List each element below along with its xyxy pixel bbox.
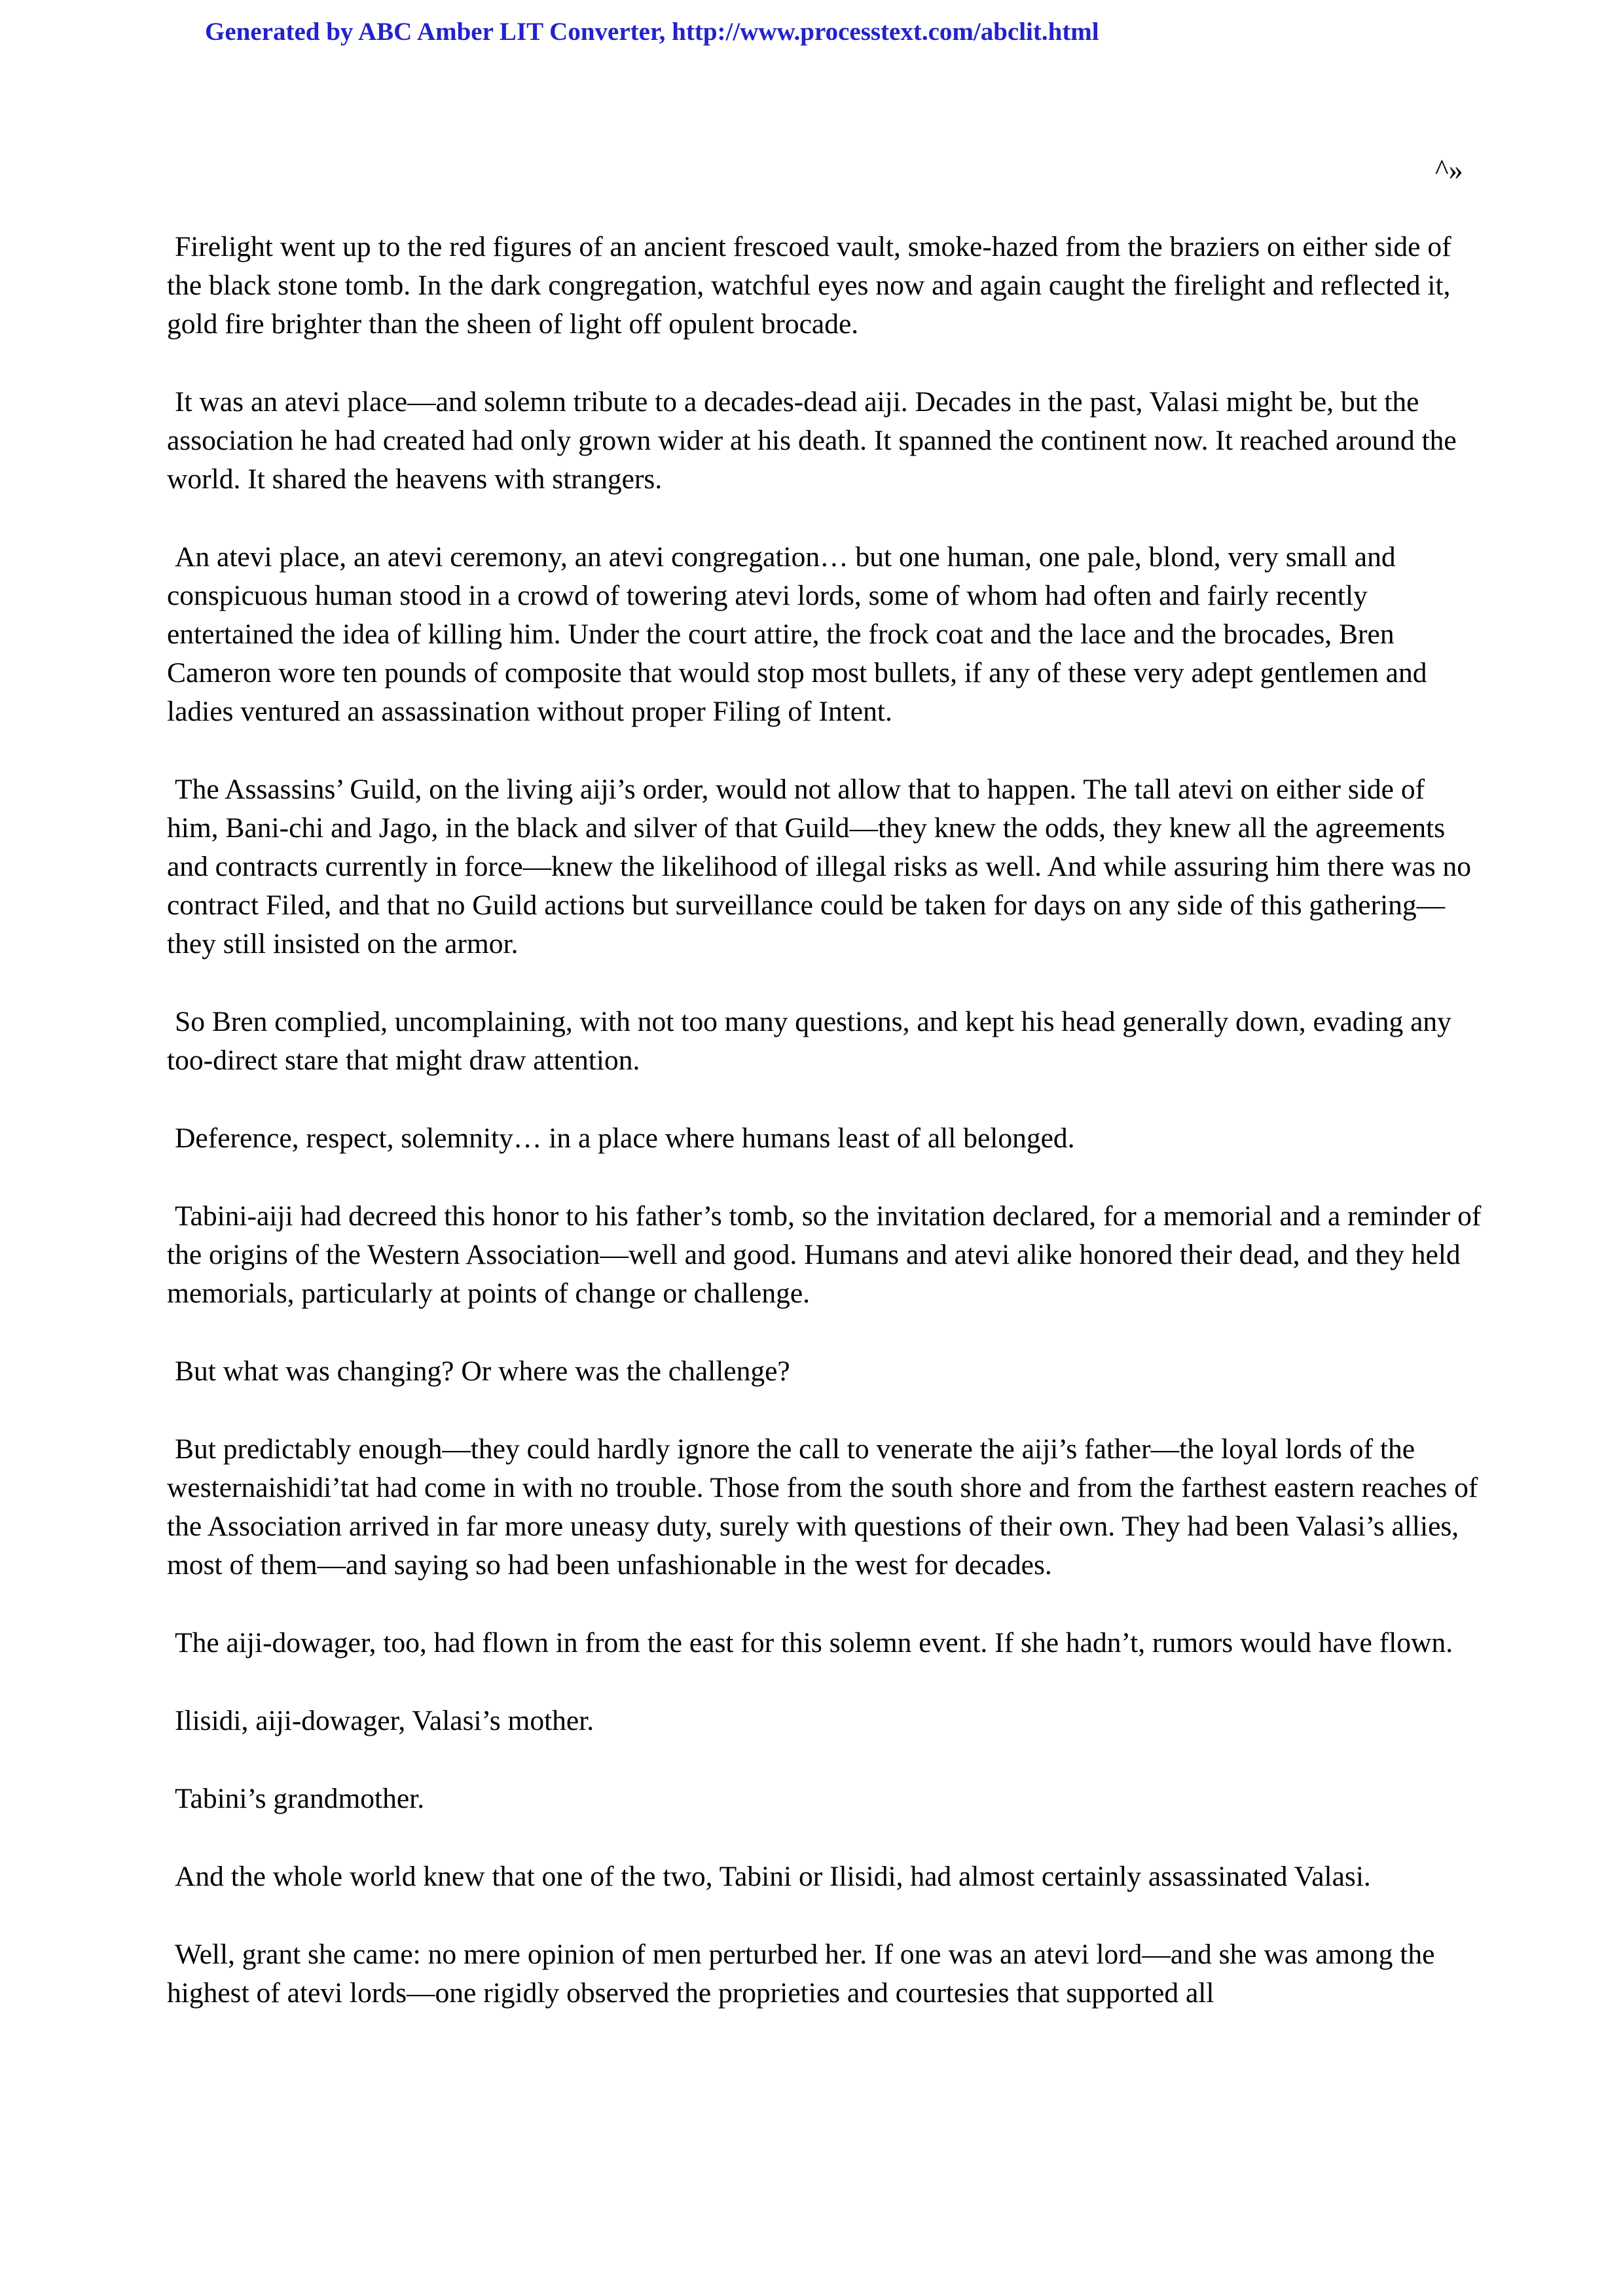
document-body: [167, 228, 1483, 2052]
paragraph: Well, grant she came: no mere opinion of men perturbed her. If one was an atevi lord—and she was among the highest of atevi lords—one rigidly observed the proprieties and courtesies that supported all: [167, 1939, 1435, 2009]
nav-marker[interactable]: ^»: [1435, 154, 1463, 186]
paragraph: Firelight went up to the red figures of an ancient frescoed vault, smoke-hazed from the braziers on either side of the black stone tomb. In the dark congregation, watchful eyes now and again caught the firelight and reflected it, gold fire brighter than the sheen of light off opulent brocade.: [167, 231, 1451, 340]
paragraph: But predictably enough—they could hardly ignore the call to venerate the aiji’s father—the loyal lords of the westernaishidi’tat had come in with no trouble. Those from the south shore and from the farthest eastern reaches of the Association arrived in far more uneasy duty, surely with questions of their own. They had been Valasi’s allies, most of them—and saying so had been unfashionable in the west for decades.: [167, 1433, 1478, 1581]
paragraph: An atevi place, an atevi ceremony, an atevi congregation… but one human, one pale, blond, very small and conspicuous human stood in a crowd of towering atevi lords, some of whom had often and fairly recently entertained the idea of killing him. Under the court attire, the frock coat and the lace and the brocades, Bren Cameron wore ten pounds of composite that would stop most bullets, if any of these very adept gentlemen and ladies ventured an assassination without proper Filing of Intent.: [167, 541, 1427, 727]
paragraph: The Assassins’ Guild, on the living aiji’s order, would not allow that to happen. The tall atevi on either side of him, Bani-chi and Jago, in the black and silver of that Guild—they knew the odds, they knew all the agreements and contracts currently in force—knew the likelihood of illegal risks as well. And while assuring him there was no contract Filed, and that no Guild actions but surveillance could be taken for days on any side of this gathering—they still insisted on the armor.: [167, 774, 1472, 960]
paragraph: But what was changing? Or where was the challenge?: [175, 1355, 790, 1387]
paragraph: Ilisidi, aiji-dowager, Valasi’s mother.: [175, 1705, 594, 1736]
paragraph: The aiji-dowager, too, had flown in from the east for this solemn event. If she hadn’t, rumors would have flown.: [175, 1627, 1453, 1659]
paragraph: Tabini-aiji had decreed this honor to his father’s tomb, so the invitation declared, for a memorial and a reminder of the origins of the Western Association—well and good. Humans and atevi alike honored their dead, and they held memorials, particularly at points of change or challenge.: [167, 1200, 1482, 1309]
paragraph: Tabini’s grandmother.: [175, 1783, 425, 1814]
generator-link[interactable]: Generated by ABC Amber LIT Converter, http://www.processtext.com/abclit.html: [205, 18, 1099, 46]
paragraph: It was an atevi place—and solemn tribute to a decades-dead aiji. Decades in the past, Valasi might be, but the association he had created had only grown wider at his death. It spanned the continent now. It reached around the world. It shared the heavens with strangers.: [167, 386, 1457, 495]
paragraph: Deference, respect, solemnity… in a place where humans least of all belonged.: [175, 1122, 1075, 1154]
paragraph: So Bren complied, uncomplaining, with not too many questions, and kept his head generally down, evading any too-direct stare that might draw attention.: [167, 1006, 1451, 1076]
paragraph: And the whole world knew that one of the two, Tabini or Ilisidi, had almost certainly assassinated Valasi.: [175, 1861, 1371, 1892]
